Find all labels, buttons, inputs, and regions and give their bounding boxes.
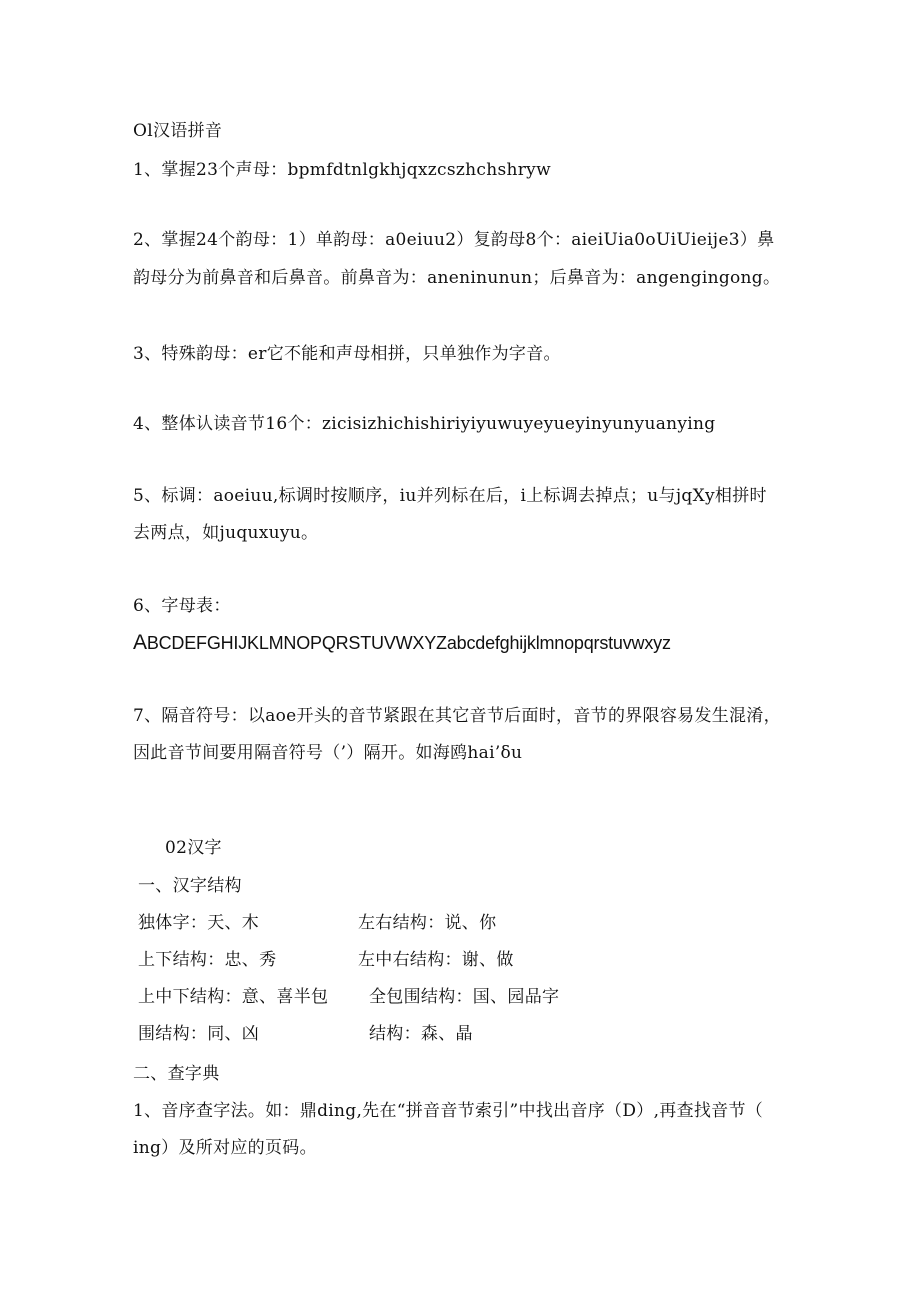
section-heading-pinyin: Ol汉语拼音 xyxy=(133,121,223,141)
alphabet-letters: BCDEFGHIJKLMNOPQRSTUVWXYZabcdefghijklmnopqrstuvwxyz xyxy=(146,633,671,653)
alphabet-row xyxy=(133,633,671,653)
pinyin-item-5-line1: 5、标调：aoeiuu,标调时按顺序，iu并列标在后，i上标调去掉点；u与jqXy相拼时 xyxy=(133,486,767,506)
structure-title: 一、汉字结构 xyxy=(138,876,242,896)
pinyin-item-1: 1、掌握23个声母：bpmfdtnlgkhjqxzcszhchshryw xyxy=(133,160,551,180)
pinyin-item-2-line1: 2、掌握24个韵母：1）单韵母：a0eiuu2）复韵母8个：aieiUia0oUiUieije3）鼻 xyxy=(133,230,775,250)
structure-row-3-left: 上中下结构：意、喜半包 xyxy=(138,987,329,1007)
structure-row-1-left: 独体字：天、木 xyxy=(138,913,260,933)
dictionary-item-1-line1: 1、音序查字法。如：鼎ding,先在“拼音音节索引”中找出音序（D）,再查找音节（ xyxy=(133,1101,764,1121)
pinyin-item-7-line2: 因此音节间要用隔音符号（’）隔开。如海鸥hai’δu xyxy=(133,743,523,763)
pinyin-item-6-label: 6、字母表： xyxy=(133,596,231,616)
structure-row-2-left: 上下结构：忠、秀 xyxy=(138,950,277,970)
structure-row-4-left: 围结构：同、凶 xyxy=(138,1024,260,1044)
dictionary-title: 二、查字典 xyxy=(133,1064,220,1084)
pinyin-item-7-line1: 7、隔音符号：以aoe开头的音节紧跟在其它音节后面时，音节的界限容易发生混淆， xyxy=(133,706,781,726)
dictionary-item-1-line2: ing）及所对应的页码。 xyxy=(133,1138,317,1158)
pinyin-item-2-line2: 韵母分为前鼻音和后鼻音。前鼻音为：aneninunun；后鼻音为：angengingong。 xyxy=(133,268,781,288)
structure-row-4-right: 结构：森、晶 xyxy=(369,1024,473,1044)
pinyin-item-5-line2: 去两点，如juquxuyu。 xyxy=(133,523,319,543)
pinyin-item-3: 3、特殊韵母：er它不能和声母相拼，只单独作为字音。 xyxy=(133,344,561,364)
section-heading-hanzi: 02汉字 xyxy=(165,838,222,858)
structure-row-2-right: 左中右结构：谢、做 xyxy=(358,950,514,970)
alphabet-first-letter: A xyxy=(133,631,147,654)
structure-row-1-right: 左右结构：说、你 xyxy=(358,913,497,933)
pinyin-item-4: 4、整体认读音节16个：zicisizhichishiriyiyuwuyeyueyinyunyuanying xyxy=(133,414,716,434)
structure-row-3-right: 全包围结构：国、园品字 xyxy=(369,987,560,1007)
